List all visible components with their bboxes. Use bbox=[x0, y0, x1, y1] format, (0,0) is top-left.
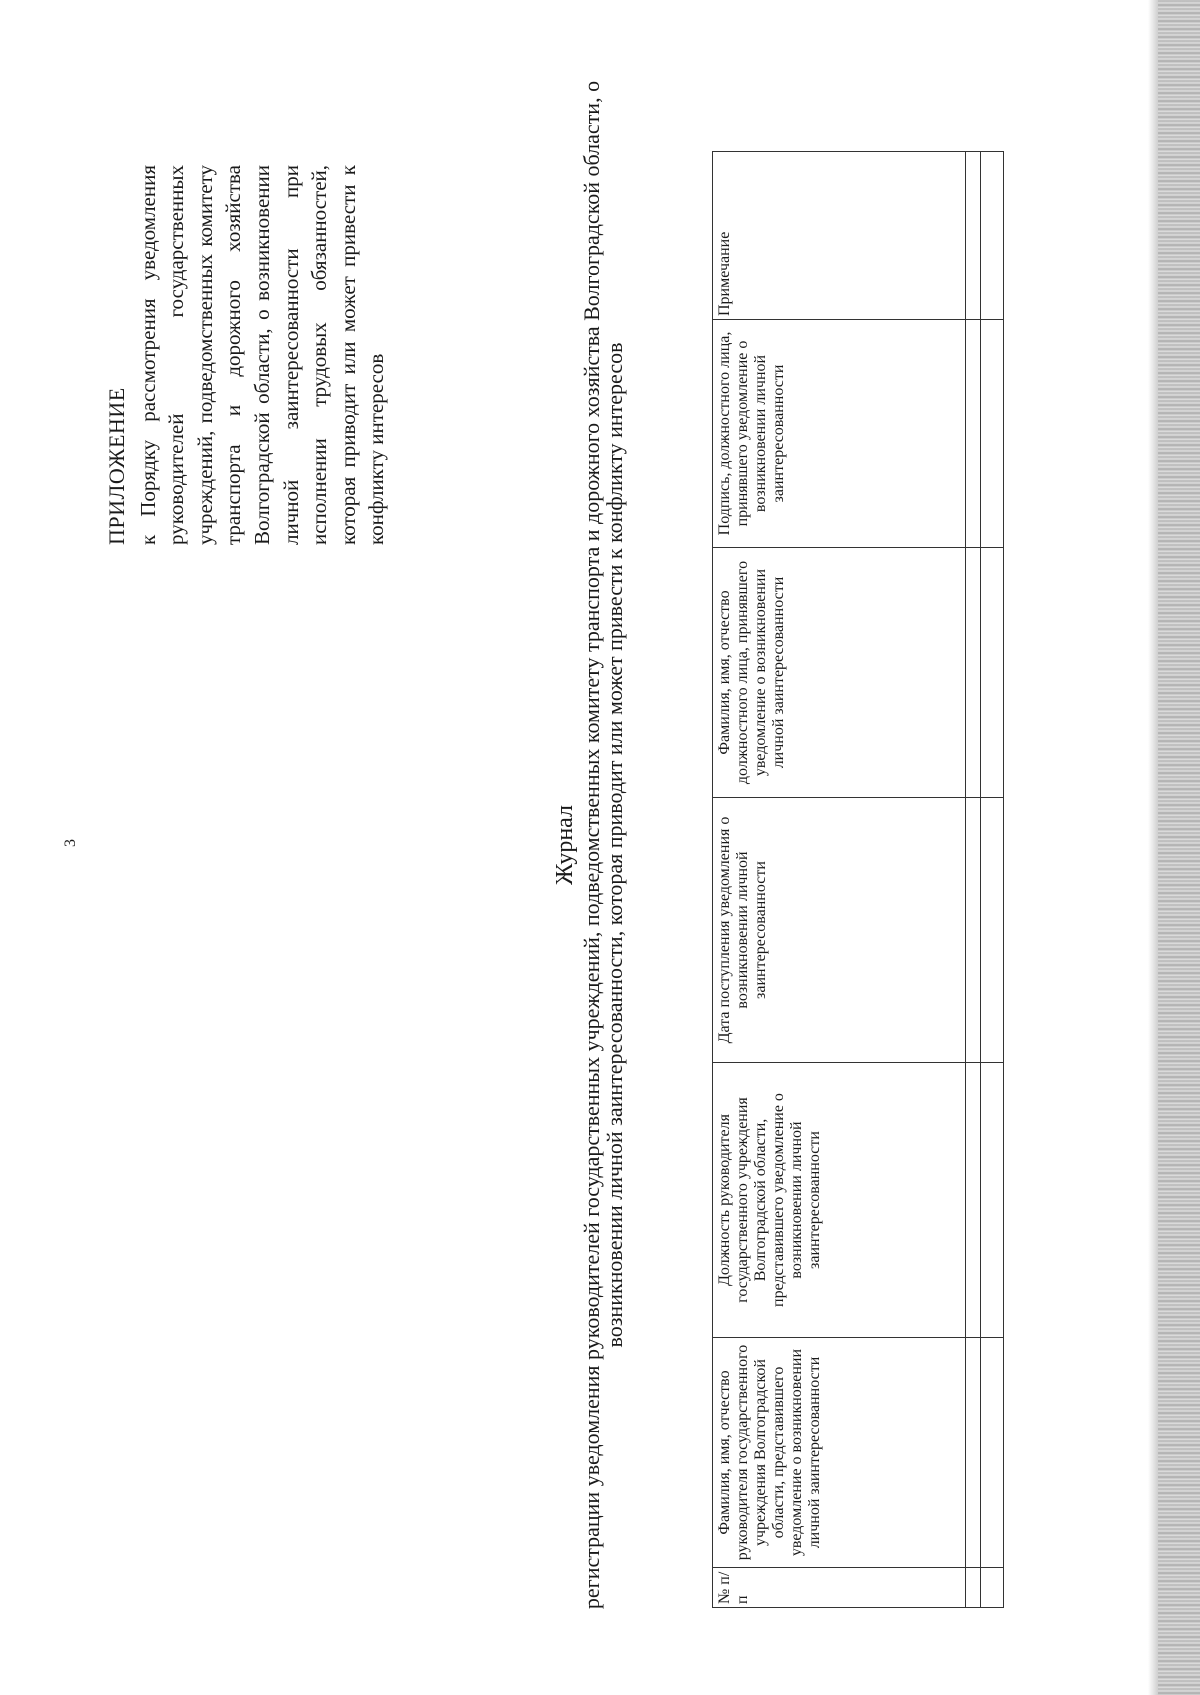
appendix-heading: ПРИЛОЖЕНИЕ bbox=[104, 387, 129, 545]
column-header-full-name: Фамилия, имя, отчество руководителя государственного учреждения Волгоградской области, представившего уведомление о возникновении личной заинтересованности bbox=[713, 1338, 966, 1568]
column-header-note: Примечание bbox=[713, 152, 966, 320]
column-header-receiver-name: Фамилия, имя, отчество должностного лица, принявшего уведомление о возникновении личной заинтересованности bbox=[713, 548, 966, 798]
appendix-text: к Порядку рассмотрения уведомления руководителей государственных учреждений, подведомственных комитету транспорта и дорожного хозяйства Волгоградской области, о возникновении личной заинтересованности при исполнении трудовых обязанностей, которая приводит или может привести к конфликту интересов bbox=[135, 165, 389, 545]
scan-edge bbox=[1158, 0, 1200, 1695]
page-number: 3 bbox=[62, 839, 79, 847]
journal-table bbox=[712, 151, 1004, 1608]
scan-shadow bbox=[1148, 0, 1158, 1695]
appendix-block bbox=[103, 165, 391, 545]
table-row bbox=[966, 152, 981, 1608]
journal-title-block bbox=[550, 35, 626, 1655]
column-header-position: Должность руководителя государственного учреждения Волгоградской области, представившего уведомление о возникновении личной заинтересованности bbox=[713, 1063, 966, 1338]
column-header-date: Дата поступления уведомления о возникновении личной заинтересованности bbox=[713, 798, 966, 1063]
table-row bbox=[981, 152, 1004, 1608]
column-header-number: № п/п bbox=[713, 1568, 966, 1608]
column-header-signature: Подпись, должностного лица, принявшего уведомление о возникновении личной заинтересованности bbox=[713, 320, 966, 548]
journal-title: Журнал bbox=[552, 805, 578, 886]
table-header-row bbox=[713, 152, 966, 1608]
journal-subtitle: регистрации уведомления руководителей государственных учреждений, подведомственных комитету транспорта и дорожного хозяйства Волгоградской области, о возникновении личной заинтересованности, которая приводит или может привести к конфликту интересов bbox=[579, 80, 627, 1610]
